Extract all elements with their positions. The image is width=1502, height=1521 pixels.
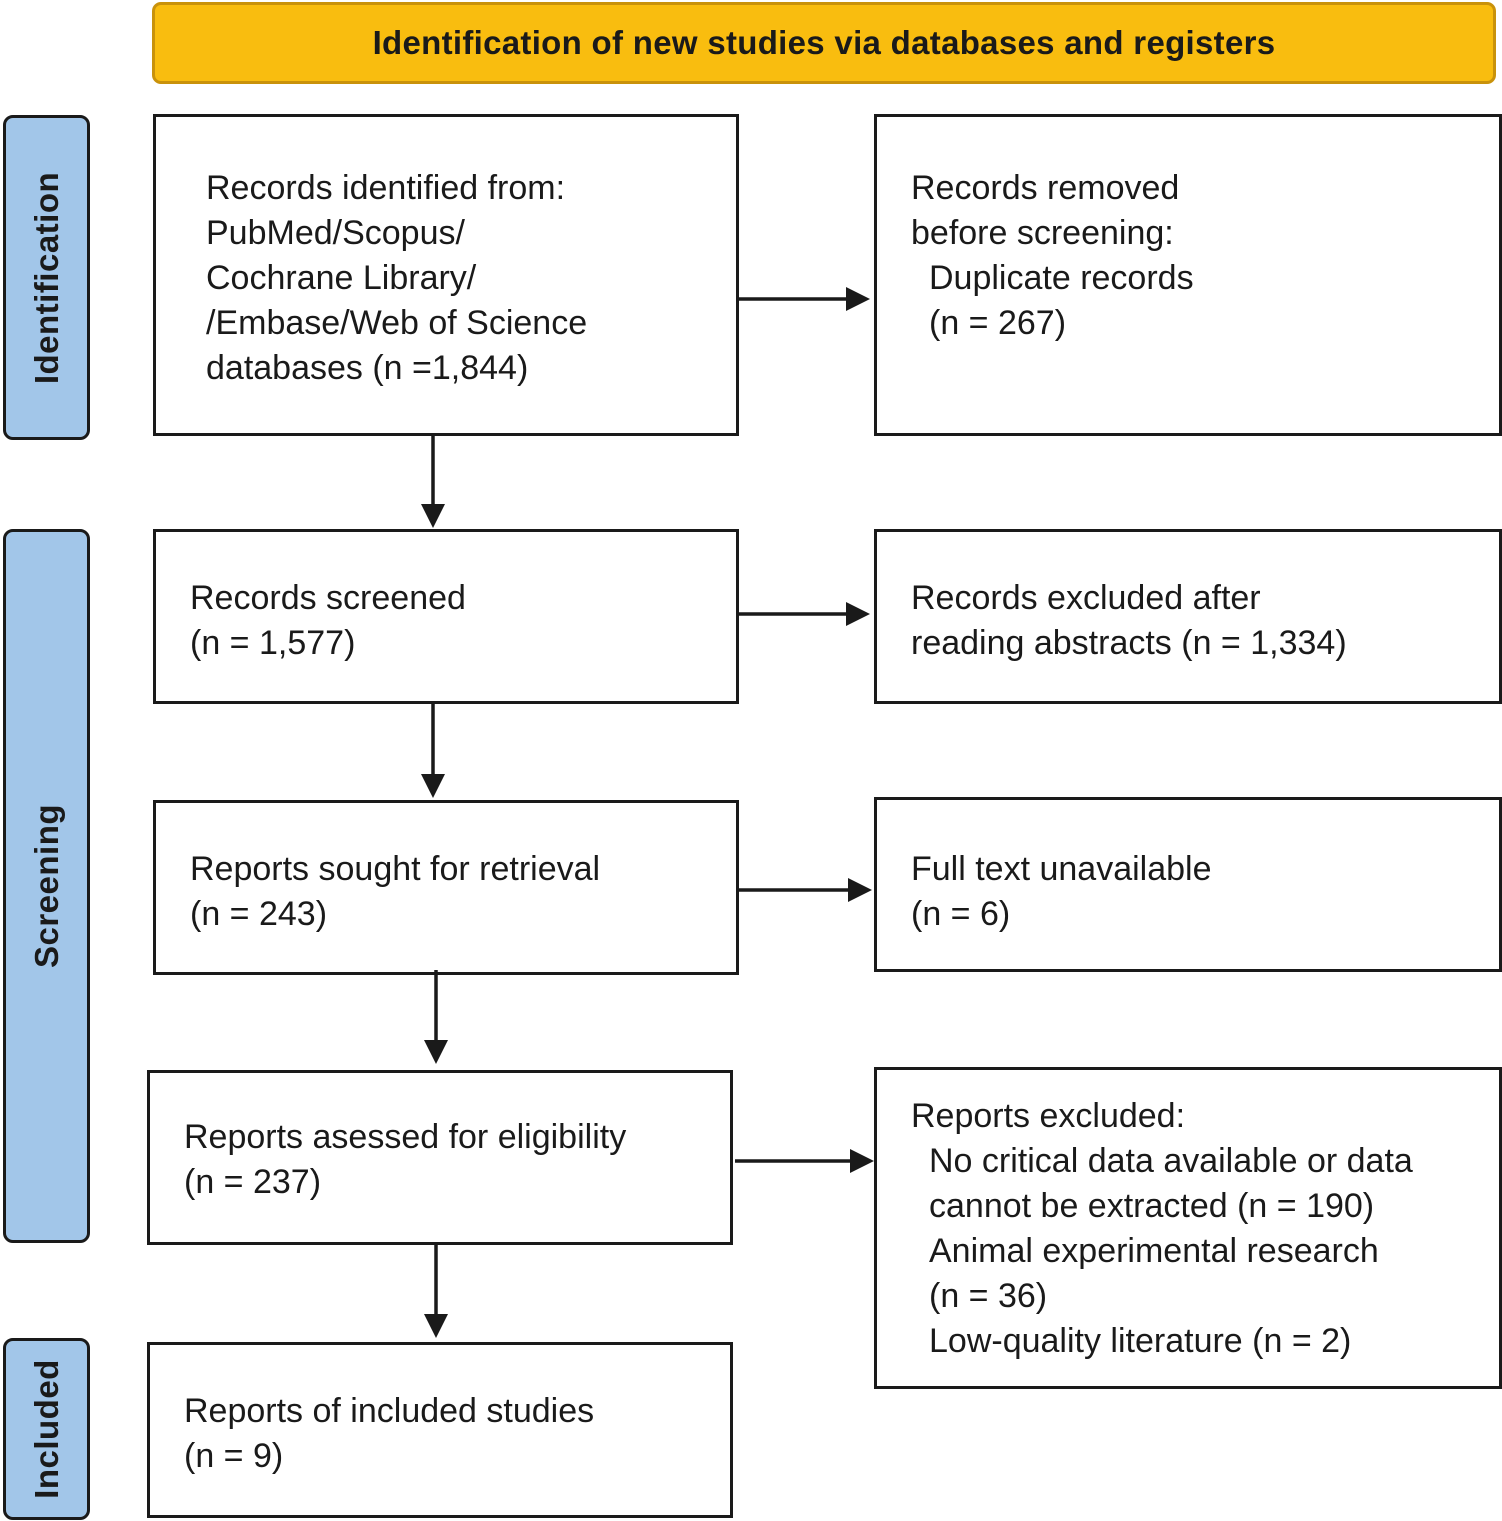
reports-assessed-line-1: Reports asessed for eligibility	[184, 1118, 627, 1156]
reports-assessed-line-2: (n = 237)	[184, 1163, 322, 1201]
arrowhead-right-2	[846, 602, 870, 626]
full-text-unavailable-line-1: Full text unavailable	[911, 850, 1212, 888]
records-identified-line-3: Cochrane Library/	[206, 259, 477, 297]
arrowhead-down-1	[421, 504, 445, 528]
records-removed-line-4: (n = 267)	[929, 304, 1067, 342]
records-identified-line-4: /Embase/Web of Science	[206, 304, 588, 342]
arrowhead-down-3	[424, 1040, 448, 1064]
records-removed-line-1: Records removed	[911, 169, 1180, 207]
reports-excluded-line-1: Reports excluded:	[911, 1097, 1186, 1135]
reports-excluded-line-2: No critical data available or data	[929, 1142, 1413, 1180]
records-excluded-line-2: reading abstracts (n = 1,334)	[911, 624, 1347, 662]
records-excluded-line-1: Records excluded after	[911, 579, 1261, 617]
arrowhead-down-4	[424, 1314, 448, 1338]
reports-included-line-2: (n = 9)	[184, 1437, 284, 1475]
records-removed-line-3: Duplicate records	[929, 259, 1194, 297]
full-text-unavailable-line-2: (n = 6)	[911, 895, 1011, 933]
stage-included-label: Included	[27, 1359, 65, 1499]
reports-excluded-line-6: Low-quality literature (n = 2)	[929, 1322, 1352, 1360]
records-identified-line-2: PubMed/Scopus/	[206, 214, 465, 252]
records-screened-line-2: (n = 1,577)	[190, 624, 356, 662]
reports-sought-line-1: Reports sought for retrieval	[190, 850, 601, 888]
records-identified-line-5: databases (n =1,844)	[206, 349, 529, 387]
reports-excluded-line-4: Animal experimental research	[929, 1232, 1379, 1270]
reports-sought-line-2: (n = 243)	[190, 895, 328, 933]
header-title: Identification of new studies via databases and registers	[372, 24, 1276, 61]
arrowhead-right-4	[850, 1149, 874, 1173]
reports-excluded-line-5: (n = 36)	[929, 1277, 1048, 1315]
reports-excluded-line-3: cannot be extracted (n = 190)	[929, 1187, 1375, 1225]
records-screened-line-1: Records screened	[190, 579, 466, 617]
stage-identification-label: Identification	[27, 171, 65, 384]
arrowhead-down-2	[421, 774, 445, 798]
stage-screening-label: Screening	[27, 803, 65, 969]
arrowhead-right-3	[848, 878, 872, 902]
records-identified-line-1: Records identified from:	[206, 169, 566, 207]
arrowhead-right-1	[846, 287, 870, 311]
reports-included-line-1: Reports of included studies	[184, 1392, 595, 1430]
records-removed-line-2: before screening:	[911, 214, 1174, 252]
